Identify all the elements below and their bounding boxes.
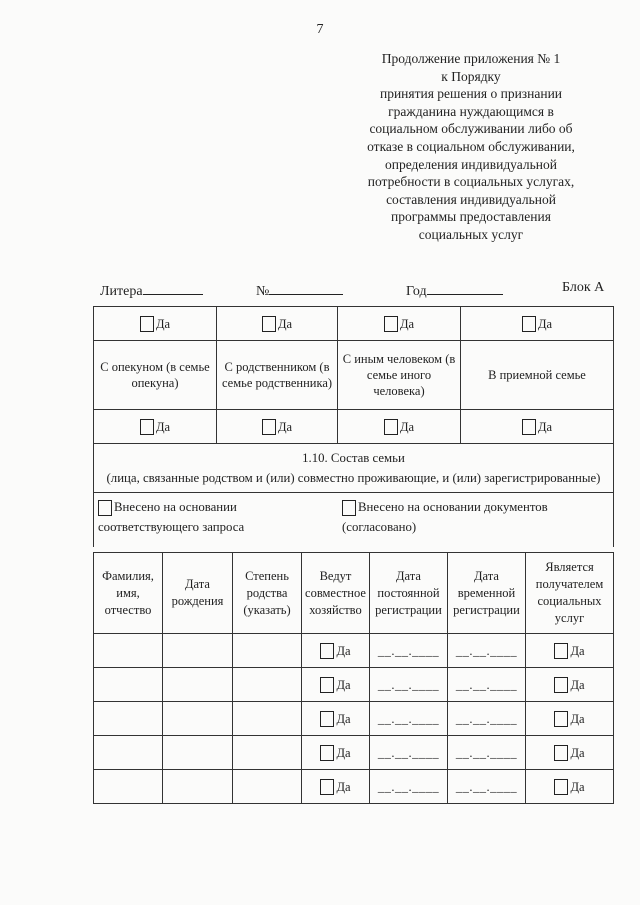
relation-cell[interactable]: [233, 634, 302, 668]
annex-line: к Порядку: [441, 68, 501, 84]
living-option-foster-family: В приемной семье: [461, 341, 614, 410]
service-recipient-cell: [526, 634, 614, 668]
name-cell[interactable]: [94, 702, 163, 736]
yes-cell: [94, 410, 217, 444]
table-row: [94, 634, 614, 668]
yes-label: Да: [537, 420, 553, 435]
checkbox[interactable]: [384, 419, 398, 435]
date-placeholder: __.__.____: [377, 643, 440, 658]
annex-line: составления индивидуальной: [386, 191, 556, 207]
permanent-registration-cell[interactable]: [370, 702, 448, 736]
yes-label: Да: [155, 317, 171, 332]
name-cell[interactable]: [94, 770, 163, 804]
temporary-registration-cell[interactable]: [448, 634, 526, 668]
service-recipient-cell: [526, 668, 614, 702]
family-table-header: [94, 553, 614, 634]
number-blank[interactable]: [269, 280, 343, 295]
living-situation-table: [93, 306, 614, 547]
litera-field[interactable]: [100, 280, 203, 300]
annex-line: гражданина нуждающимся в: [388, 103, 554, 119]
number-field[interactable]: [256, 280, 343, 300]
year-blank[interactable]: [427, 280, 503, 295]
basis-row: [94, 493, 614, 548]
date-placeholder: __.__.____: [377, 779, 440, 794]
date-placeholder: __.__.____: [377, 711, 440, 726]
checkbox[interactable]: [320, 745, 334, 761]
yes-label: Да: [570, 678, 585, 693]
checkbox[interactable]: [140, 419, 154, 435]
yes-label: Да: [336, 712, 351, 727]
basis-documents-label: Внесено на основании документов (согласовано): [342, 500, 548, 534]
joint-household-cell: [302, 634, 370, 668]
birth-date-cell[interactable]: [163, 702, 233, 736]
yes-label: Да: [537, 317, 553, 332]
checkbox[interactable]: [554, 677, 568, 693]
section-title-row: [94, 444, 614, 493]
relation-cell[interactable]: [233, 702, 302, 736]
section-title: 1.10. Состав семьи: [302, 451, 405, 465]
table-row: [94, 702, 614, 736]
litera-blank[interactable]: [143, 280, 203, 295]
yes-label: Да: [399, 420, 415, 435]
basis-request-option[interactable]: [98, 497, 298, 537]
table-row: [94, 668, 614, 702]
relation-cell[interactable]: [233, 668, 302, 702]
form-header-line: [100, 280, 610, 302]
basis-cell: [94, 493, 614, 548]
yes-cell: [461, 410, 614, 444]
annex-heading: [348, 50, 594, 244]
checkbox[interactable]: [320, 711, 334, 727]
checkbox[interactable]: [384, 316, 398, 332]
yes-cell: [217, 307, 338, 341]
date-placeholder: __.__.____: [455, 643, 518, 658]
living-option-other-person: С иным человеком (в семье иного человека): [338, 341, 461, 410]
header-joint-household: Ведут совместное хозяйство: [302, 553, 370, 634]
header-service-recipient: Является получателем социальных услуг: [526, 553, 614, 634]
permanent-registration-cell[interactable]: [370, 736, 448, 770]
yes-label: Да: [277, 420, 293, 435]
temporary-registration-cell[interactable]: [448, 702, 526, 736]
yes-row: [94, 410, 614, 444]
temporary-registration-cell[interactable]: [448, 770, 526, 804]
birth-date-cell[interactable]: [163, 736, 233, 770]
annex-line: социальных услуг: [418, 226, 524, 242]
annex-line: принятия решения о признании: [379, 86, 563, 102]
date-placeholder: __.__.____: [377, 677, 440, 692]
litera-label: Литера: [100, 284, 143, 299]
header-permanent-registration: Дата постоянной регистрации: [370, 553, 448, 634]
yes-cell: [217, 410, 338, 444]
yes-label: Да: [336, 746, 351, 761]
service-recipient-cell: [526, 770, 614, 804]
section-subtitle: (лица, связанные родством и (или) совместно проживающие, и (или) зарегистрированные): [106, 471, 601, 485]
checkbox[interactable]: [320, 677, 334, 693]
header-birth-date: Дата рождения: [163, 553, 233, 634]
checkbox[interactable]: [140, 316, 154, 332]
annex-line: определения индивидуальной: [385, 156, 557, 172]
header-temporary-registration: Дата временной регистрации: [448, 553, 526, 634]
section-title-cell: [94, 444, 614, 493]
checkbox[interactable]: [522, 419, 536, 435]
name-cell[interactable]: [94, 736, 163, 770]
annex-line: социальном обслуживании либо об: [369, 121, 573, 137]
number-label: №: [256, 284, 270, 299]
table-row: [94, 736, 614, 770]
joint-household-cell: [302, 770, 370, 804]
basis-request-label: Внесено на основании соответствующего запроса: [98, 500, 245, 534]
yes-cell: [338, 410, 461, 444]
year-field[interactable]: [406, 280, 503, 300]
checkbox[interactable]: [262, 316, 276, 332]
permanent-registration-cell[interactable]: [370, 770, 448, 804]
joint-household-cell: [302, 668, 370, 702]
permanent-registration-cell[interactable]: [370, 634, 448, 668]
annex-line: потребности в социальных услугах,: [367, 174, 575, 190]
living-option-relative: С родственником (в семье родственника): [217, 341, 338, 410]
checkbox[interactable]: [262, 419, 276, 435]
checkbox[interactable]: [320, 779, 334, 795]
date-placeholder: __.__.____: [455, 779, 518, 794]
yes-label: Да: [570, 780, 585, 795]
annex-line: программы предоставления: [391, 209, 551, 225]
block-label: Блок А: [562, 280, 605, 295]
checkbox[interactable]: [342, 500, 356, 516]
page-number: 7: [316, 22, 324, 37]
joint-household-cell: [302, 736, 370, 770]
permanent-registration-cell[interactable]: [370, 668, 448, 702]
date-placeholder: __.__.____: [455, 745, 518, 760]
checkbox[interactable]: [320, 643, 334, 659]
annex-line: Продолжение приложения № 1: [381, 51, 561, 66]
living-option-guardian: С опекуном (в семье опекуна): [94, 341, 217, 410]
yes-row: [94, 307, 614, 341]
temporary-registration-cell[interactable]: [448, 668, 526, 702]
birth-date-cell[interactable]: [163, 634, 233, 668]
date-placeholder: __.__.____: [455, 677, 518, 692]
name-cell[interactable]: [94, 634, 163, 668]
yes-cell: [94, 307, 217, 341]
relation-cell[interactable]: [233, 770, 302, 804]
birth-date-cell[interactable]: [163, 668, 233, 702]
yes-cell: [461, 307, 614, 341]
checkbox[interactable]: [98, 500, 112, 516]
name-cell[interactable]: [94, 668, 163, 702]
yes-label: Да: [570, 746, 585, 761]
living-options-row: [94, 341, 614, 410]
joint-household-cell: [302, 702, 370, 736]
checkbox[interactable]: [522, 316, 536, 332]
relation-cell[interactable]: [233, 736, 302, 770]
checkbox[interactable]: [554, 779, 568, 795]
service-recipient-cell: [526, 702, 614, 736]
birth-date-cell[interactable]: [163, 770, 233, 804]
annex-line: отказе в социальном обслуживании,: [367, 138, 575, 154]
header-full-name: Фамилия, имя, отчество: [94, 553, 163, 634]
yes-label: Да: [336, 780, 351, 795]
checkbox[interactable]: [554, 745, 568, 761]
year-label: Год: [406, 284, 427, 299]
yes-cell: [338, 307, 461, 341]
family-table: [93, 552, 614, 804]
temporary-registration-cell[interactable]: [448, 736, 526, 770]
yes-label: Да: [336, 678, 351, 693]
checkbox[interactable]: [554, 643, 568, 659]
table-row: [94, 770, 614, 804]
yes-label: Да: [155, 420, 171, 435]
yes-label: Да: [336, 644, 351, 659]
yes-label: Да: [277, 317, 293, 332]
yes-label: Да: [570, 644, 585, 659]
yes-label: Да: [570, 712, 585, 727]
date-placeholder: __.__.____: [455, 711, 518, 726]
basis-documents-option[interactable]: [342, 497, 572, 537]
checkbox[interactable]: [554, 711, 568, 727]
header-relation: Степень родства (указать): [233, 553, 302, 634]
service-recipient-cell: [526, 736, 614, 770]
yes-label: Да: [399, 317, 415, 332]
date-placeholder: __.__.____: [377, 745, 440, 760]
